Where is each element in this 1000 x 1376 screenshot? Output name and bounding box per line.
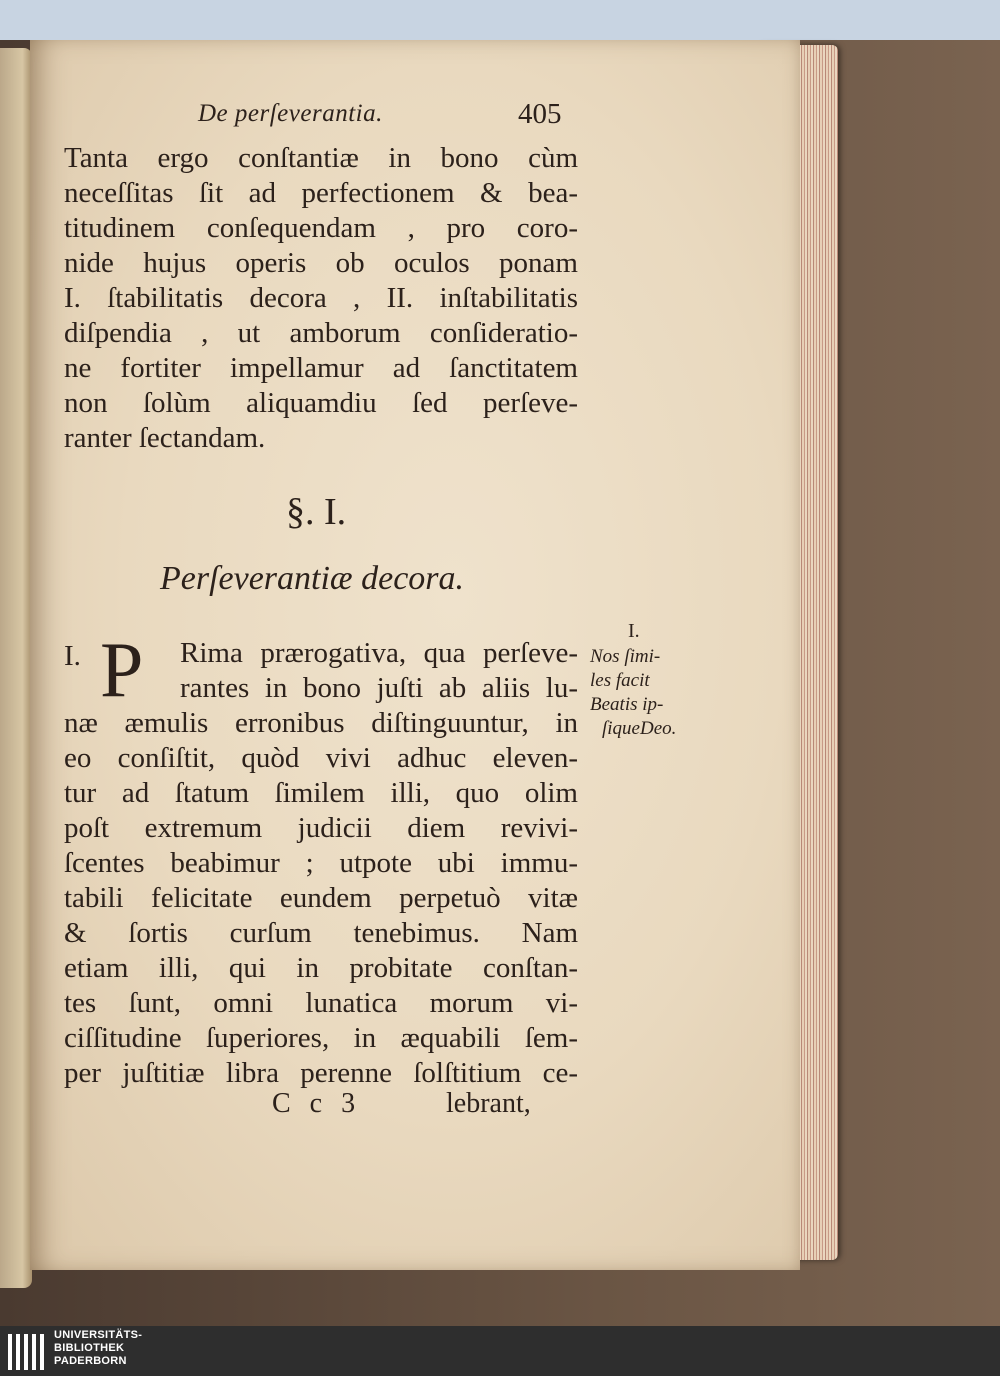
text-line: diſpendia , ut amborum conſideratio- bbox=[64, 317, 578, 349]
margin-note-number: I. bbox=[628, 620, 640, 642]
text-line: ne fortiter impellamur ad ſanctitatem bbox=[64, 352, 578, 384]
section-title: Perſeverantiæ decora. bbox=[160, 560, 465, 597]
library-footer bbox=[0, 1326, 1000, 1376]
section-number: §. I. bbox=[286, 491, 347, 533]
text-line: tabili felicitate eundem perpetuò vitæ bbox=[64, 882, 578, 914]
facing-page-edge bbox=[0, 48, 32, 1288]
library-name-line: PADERBORN bbox=[54, 1355, 127, 1367]
text-line: næ æmulis erronibus diſtinguuntur, in bbox=[64, 707, 578, 739]
text-line: Rima prærogativa, qua perſeve- bbox=[180, 637, 578, 669]
page-number: 405 bbox=[518, 98, 562, 130]
catchword: lebrant, bbox=[446, 1088, 531, 1119]
library-name-line: UNIVERSITÄTS- bbox=[54, 1329, 143, 1341]
signature-mark: C c 3 bbox=[272, 1088, 362, 1119]
text-line: tur ad ſtatum ſimilem illi, quo olim bbox=[64, 777, 578, 809]
text-line: per juſtitiæ libra perenne ſolſtitium ce- bbox=[64, 1057, 578, 1089]
running-head: De perſeverantia. bbox=[198, 100, 383, 127]
text-line: I. ſtabilitatis decora , II. inſtabilitatis bbox=[64, 282, 578, 314]
paragraph-number: I. bbox=[64, 640, 81, 672]
text-line: ſcentes beabimur ; utpote ubi immu- bbox=[64, 847, 578, 879]
margin-note-line: Nos ſimi- bbox=[590, 646, 661, 667]
text-line: nide hujus operis ob oculos ponam bbox=[64, 247, 578, 279]
text-line: poſt extremum judicii diem revivi- bbox=[64, 812, 578, 844]
text-line: tes ſunt, omni lunatica morum vi- bbox=[64, 987, 578, 1019]
text-line: titudinem conſequendam , pro coro- bbox=[64, 212, 578, 244]
library-logo-icon bbox=[8, 1334, 44, 1370]
text-line: ranter ſectandam. bbox=[64, 422, 266, 454]
margin-note-line: Beatis ip- bbox=[590, 694, 664, 715]
text-line: etiam illi, qui in probitate conſtan- bbox=[64, 952, 578, 984]
text-line: eo conſiſtit, quòd vivi adhuc eleven- bbox=[64, 742, 578, 774]
margin-note-line: les facit bbox=[590, 670, 650, 691]
text-line: Tanta ergo conſtantiæ in bono cùm bbox=[64, 142, 578, 174]
library-name-line: BIBLIOTHEK bbox=[54, 1342, 125, 1354]
drop-capital: P bbox=[100, 626, 144, 713]
text-line: rantes in bono juſti ab aliis lu- bbox=[180, 672, 578, 704]
text-line: & ſortis curſum tenebimus. Nam bbox=[64, 917, 578, 949]
text-line: ciſſitudine ſuperiores, in æquabili ſem- bbox=[64, 1022, 578, 1054]
margin-note-line: ſiqueDeo. bbox=[602, 718, 677, 739]
text-line: neceſſitas ſit ad perfectionem & bea- bbox=[64, 177, 578, 209]
text-line: non ſolùm aliquamdiu ſed perſeve- bbox=[64, 387, 578, 419]
